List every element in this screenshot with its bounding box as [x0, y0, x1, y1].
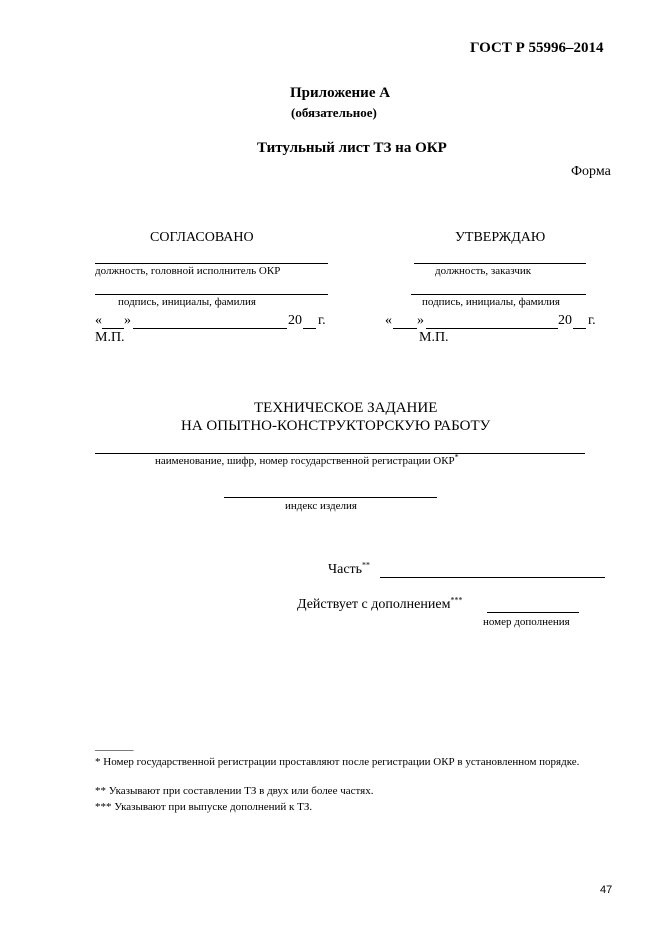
right-day-line	[393, 328, 417, 329]
left-year-prefix: 20	[288, 313, 302, 328]
footnote-separator: _______	[95, 740, 134, 752]
left-signature-line	[95, 294, 328, 295]
appendix-status: (обязательное)	[291, 105, 377, 120]
right-date-open: «	[385, 313, 392, 328]
right-heading: УТВЕРЖДАЮ	[455, 230, 546, 245]
standard-number: ГОСТ Р 55996–2014	[470, 40, 604, 56]
part-mark: **	[362, 560, 371, 570]
page-number: 47	[600, 884, 613, 896]
name-caption	[155, 452, 459, 467]
right-signature-line	[411, 294, 586, 295]
left-signature-caption: подпись, инициалы, фамилия	[118, 296, 256, 308]
right-month-line	[426, 328, 558, 329]
left-date-open: «	[95, 313, 102, 328]
name-caption-mark: *	[454, 452, 459, 462]
part-label-text: Часть	[328, 562, 363, 577]
document-title-line1: ТЕХНИЧЕСКОЕ ЗАДАНИЕ	[254, 400, 438, 416]
left-date-close: »	[124, 313, 131, 328]
left-position-line	[95, 263, 328, 264]
right-position-caption: должность, заказчик	[435, 265, 532, 277]
name-caption-text: наименование, шифр, номер государственной регистрации ОКР	[155, 455, 455, 467]
left-stamp: М.П.	[95, 330, 125, 345]
left-year-line	[303, 328, 316, 329]
footnote-3: *** Указывают при выпуске дополнений к ТЗ.	[95, 801, 313, 813]
document-title-line2: НА ОПЫТНО-КОНСТРУКТОРСКУЮ РАБОТУ	[181, 418, 491, 434]
left-position-caption: должность, головной исполнитель ОКР	[95, 265, 281, 277]
right-year-line	[573, 328, 586, 329]
left-year-suffix: г.	[318, 313, 326, 328]
appendix-title: Приложение А	[290, 85, 391, 101]
left-day-line	[102, 328, 124, 329]
left-month-line	[133, 328, 287, 329]
addendum-label	[297, 597, 462, 613]
addendum-label-text: Действует с дополнением	[297, 597, 451, 612]
addendum-line	[487, 612, 579, 613]
right-stamp: М.П.	[419, 330, 449, 345]
footnote-2: ** Указывают при составлении ТЗ в двух или более частях.	[95, 785, 374, 797]
right-signature-caption: подпись, инициалы, фамилия	[422, 296, 560, 308]
right-year-prefix: 20	[558, 313, 572, 328]
part-line	[380, 577, 605, 578]
part-label	[328, 562, 370, 578]
sheet-title: Титульный лист ТЗ на ОКР	[257, 140, 447, 156]
left-heading: СОГЛАСОВАНО	[150, 230, 254, 245]
right-year-suffix: г.	[588, 313, 596, 328]
footnote-1: * Номер государственной регистрации проставляют после регистрации ОКР в установленном порядке.	[95, 756, 580, 768]
addendum-mark: ***	[450, 595, 463, 605]
addendum-caption: номер дополнения	[483, 616, 570, 628]
form-label: Форма	[571, 164, 611, 179]
right-date-close: »	[417, 313, 424, 328]
index-line	[224, 497, 437, 498]
right-position-line	[414, 263, 586, 264]
name-line	[95, 453, 585, 454]
index-caption: индекс изделия	[285, 500, 357, 512]
